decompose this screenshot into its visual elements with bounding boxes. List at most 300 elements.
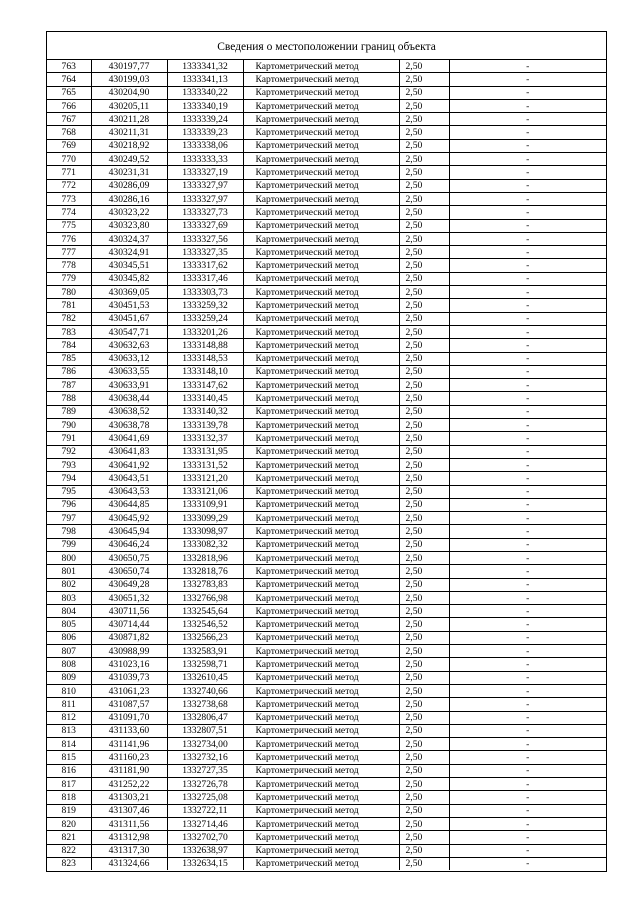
y-coordinate-cell: 1332714,46 [167,817,243,830]
x-coordinate-cell: 431141,96 [91,738,167,751]
accuracy-cell: 2,50 [399,60,449,73]
x-coordinate-cell: 431023,16 [91,658,167,671]
point-number-cell: 773 [47,192,91,205]
method-cell: Картометрический метод [243,166,399,179]
method-cell: Картометрический метод [243,232,399,245]
y-coordinate-cell: 1333339,24 [167,113,243,126]
table-row [47,711,606,724]
x-coordinate-cell: 430638,44 [91,392,167,405]
note-cell: - [449,113,606,126]
method-cell: Картометрический метод [243,671,399,684]
x-coordinate-cell: 430324,37 [91,232,167,245]
method-cell: Картометрический метод [243,578,399,591]
note-cell: - [449,605,606,618]
y-coordinate-cell: 1333201,26 [167,325,243,338]
table-row [47,60,606,73]
point-number-cell: 781 [47,299,91,312]
boundary-sheet [46,31,607,872]
accuracy-cell: 2,50 [399,817,449,830]
table-row [47,286,606,299]
method-cell: Картометрический метод [243,645,399,658]
note-cell: - [449,724,606,737]
x-coordinate-cell: 431181,90 [91,764,167,777]
table-row [47,206,606,219]
x-coordinate-cell: 431087,57 [91,698,167,711]
y-coordinate-cell: 1333140,32 [167,405,243,418]
x-coordinate-cell: 430323,22 [91,206,167,219]
table-row [47,166,606,179]
y-coordinate-cell: 1332806,47 [167,711,243,724]
table-row [47,113,606,126]
y-coordinate-cell: 1333132,37 [167,432,243,445]
y-coordinate-cell: 1333098,97 [167,525,243,538]
y-coordinate-cell: 1333338,06 [167,139,243,152]
point-number-cell: 804 [47,605,91,618]
point-number-cell: 779 [47,272,91,285]
x-coordinate-cell: 430633,12 [91,352,167,365]
accuracy-cell: 2,50 [399,738,449,751]
x-coordinate-cell: 430204,90 [91,86,167,99]
point-number-cell: 803 [47,591,91,604]
x-coordinate-cell: 430197,77 [91,60,167,73]
table-row [47,246,606,259]
accuracy-cell: 2,50 [399,392,449,405]
table-row [47,658,606,671]
note-cell: - [449,153,606,166]
point-number-cell: 799 [47,538,91,551]
note-cell: - [449,538,606,551]
method-cell: Картометрический метод [243,844,399,857]
x-coordinate-cell: 431303,21 [91,791,167,804]
method-cell: Картометрический метод [243,192,399,205]
y-coordinate-cell: 1333327,69 [167,219,243,232]
note-cell: - [449,299,606,312]
y-coordinate-cell: 1333148,88 [167,339,243,352]
point-number-cell: 805 [47,618,91,631]
x-coordinate-cell: 430632,63 [91,339,167,352]
note-cell: - [449,432,606,445]
y-coordinate-cell: 1332727,35 [167,764,243,777]
accuracy-cell: 2,50 [399,658,449,671]
method-cell: Картометрический метод [243,738,399,751]
table-row [47,525,606,538]
note-cell: - [449,379,606,392]
method-cell: Картометрический метод [243,325,399,338]
x-coordinate-cell: 430641,83 [91,445,167,458]
table-row [47,844,606,857]
accuracy-cell: 2,50 [399,458,449,471]
x-coordinate-cell: 430199,03 [91,73,167,86]
table-row [47,139,606,152]
note-cell: - [449,272,606,285]
accuracy-cell: 2,50 [399,751,449,764]
accuracy-cell: 2,50 [399,778,449,791]
method-cell: Картометрический метод [243,86,399,99]
note-cell: - [449,698,606,711]
accuracy-cell: 2,50 [399,219,449,232]
y-coordinate-cell: 1333121,20 [167,472,243,485]
note-cell: - [449,671,606,684]
y-coordinate-cell: 1333099,29 [167,512,243,525]
x-coordinate-cell: 430988,99 [91,645,167,658]
table-row [47,591,606,604]
point-number-cell: 776 [47,232,91,245]
table-row [47,751,606,764]
table-row [47,631,606,644]
x-coordinate-cell: 430633,91 [91,379,167,392]
accuracy-cell: 2,50 [399,631,449,644]
accuracy-cell: 2,50 [399,605,449,618]
point-number-cell: 775 [47,219,91,232]
method-cell: Картометрический метод [243,272,399,285]
accuracy-cell: 2,50 [399,99,449,112]
x-coordinate-cell: 431311,56 [91,817,167,830]
point-number-cell: 770 [47,153,91,166]
accuracy-cell: 2,50 [399,445,449,458]
method-cell: Картометрический метод [243,711,399,724]
method-cell: Картометрический метод [243,73,399,86]
table-row [47,605,606,618]
note-cell: - [449,339,606,352]
note-cell: - [449,751,606,764]
method-cell: Картометрический метод [243,153,399,166]
accuracy-cell: 2,50 [399,538,449,551]
x-coordinate-cell: 430323,80 [91,219,167,232]
note-cell: - [449,645,606,658]
y-coordinate-cell: 1333341,32 [167,60,243,73]
coordinates-rows [47,60,606,870]
accuracy-cell: 2,50 [399,791,449,804]
point-number-cell: 763 [47,60,91,73]
table-row [47,857,606,870]
table-row [47,698,606,711]
y-coordinate-cell: 1333327,56 [167,232,243,245]
y-coordinate-cell: 1333340,19 [167,99,243,112]
point-number-cell: 788 [47,392,91,405]
y-coordinate-cell: 1332545,64 [167,605,243,618]
y-coordinate-cell: 1332818,96 [167,551,243,564]
accuracy-cell: 2,50 [399,578,449,591]
table-row [47,325,606,338]
table-row [47,352,606,365]
table-row [47,724,606,737]
note-cell: - [449,392,606,405]
table-row [47,299,606,312]
note-cell: - [449,405,606,418]
point-number-cell: 822 [47,844,91,857]
accuracy-cell: 2,50 [399,86,449,99]
y-coordinate-cell: 1333131,95 [167,445,243,458]
table-row [47,472,606,485]
note-cell: - [449,591,606,604]
point-number-cell: 783 [47,325,91,338]
accuracy-cell: 2,50 [399,365,449,378]
table-row [47,618,606,631]
table-row [47,551,606,564]
accuracy-cell: 2,50 [399,339,449,352]
table-row [47,153,606,166]
y-coordinate-cell: 1332546,52 [167,618,243,631]
method-cell: Картометрический метод [243,179,399,192]
x-coordinate-cell: 430638,52 [91,405,167,418]
note-cell: - [449,791,606,804]
method-cell: Картометрический метод [243,352,399,365]
point-number-cell: 785 [47,352,91,365]
note-cell: - [449,857,606,870]
point-number-cell: 774 [47,206,91,219]
point-number-cell: 817 [47,778,91,791]
point-number-cell: 820 [47,817,91,830]
x-coordinate-cell: 430651,32 [91,591,167,604]
y-coordinate-cell: 1333327,73 [167,206,243,219]
note-cell: - [449,99,606,112]
method-cell: Картометрический метод [243,445,399,458]
point-number-cell: 792 [47,445,91,458]
note-cell: - [449,525,606,538]
accuracy-cell: 2,50 [399,192,449,205]
note-cell: - [449,126,606,139]
table-row [47,684,606,697]
note-cell: - [449,139,606,152]
x-coordinate-cell: 431307,46 [91,804,167,817]
table-row [47,578,606,591]
x-coordinate-cell: 430231,31 [91,166,167,179]
note-cell: - [449,631,606,644]
x-coordinate-cell: 430644,85 [91,498,167,511]
x-coordinate-cell: 431317,30 [91,844,167,857]
x-coordinate-cell: 431091,70 [91,711,167,724]
x-coordinate-cell: 431324,66 [91,857,167,870]
method-cell: Картометрический метод [243,246,399,259]
table-row [47,498,606,511]
point-number-cell: 769 [47,139,91,152]
y-coordinate-cell: 1332702,70 [167,831,243,844]
accuracy-cell: 2,50 [399,591,449,604]
note-cell: - [449,844,606,857]
point-number-cell: 791 [47,432,91,445]
point-number-cell: 778 [47,259,91,272]
point-number-cell: 789 [47,405,91,418]
note-cell: - [449,764,606,777]
y-coordinate-cell: 1333147,62 [167,379,243,392]
method-cell: Картометрический метод [243,206,399,219]
y-coordinate-cell: 1333341,13 [167,73,243,86]
note-cell: - [449,738,606,751]
method-cell: Картометрический метод [243,804,399,817]
note-cell: - [449,73,606,86]
accuracy-cell: 2,50 [399,272,449,285]
table-row [47,272,606,285]
point-number-cell: 790 [47,419,91,432]
note-cell: - [449,618,606,631]
table-row [47,804,606,817]
accuracy-cell: 2,50 [399,379,449,392]
method-cell: Картометрический метод [243,551,399,564]
x-coordinate-cell: 430646,24 [91,538,167,551]
table-row [47,379,606,392]
point-number-cell: 767 [47,113,91,126]
point-number-cell: 815 [47,751,91,764]
note-cell: - [449,365,606,378]
x-coordinate-cell: 430345,82 [91,272,167,285]
note-cell: - [449,578,606,591]
accuracy-cell: 2,50 [399,299,449,312]
y-coordinate-cell: 1333140,45 [167,392,243,405]
accuracy-cell: 2,50 [399,179,449,192]
accuracy-cell: 2,50 [399,565,449,578]
method-cell: Картометрический метод [243,113,399,126]
point-number-cell: 806 [47,631,91,644]
note-cell: - [449,684,606,697]
point-number-cell: 795 [47,485,91,498]
accuracy-cell: 2,50 [399,206,449,219]
point-number-cell: 768 [47,126,91,139]
accuracy-cell: 2,50 [399,432,449,445]
note-cell: - [449,458,606,471]
point-number-cell: 813 [47,724,91,737]
table-row [47,419,606,432]
note-cell: - [449,246,606,259]
y-coordinate-cell: 1333259,32 [167,299,243,312]
method-cell: Картометрический метод [243,405,399,418]
method-cell: Картометрический метод [243,139,399,152]
accuracy-cell: 2,50 [399,485,449,498]
table-row [47,738,606,751]
y-coordinate-cell: 1333333,33 [167,153,243,166]
accuracy-cell: 2,50 [399,512,449,525]
x-coordinate-cell: 430369,05 [91,286,167,299]
y-coordinate-cell: 1332734,00 [167,738,243,751]
accuracy-cell: 2,50 [399,525,449,538]
table-row [47,538,606,551]
point-number-cell: 802 [47,578,91,591]
y-coordinate-cell: 1333109,91 [167,498,243,511]
y-coordinate-cell: 1332634,15 [167,857,243,870]
x-coordinate-cell: 430218,92 [91,139,167,152]
note-cell: - [449,325,606,338]
table-row [47,791,606,804]
x-coordinate-cell: 430650,75 [91,551,167,564]
method-cell: Картометрический метод [243,339,399,352]
point-number-cell: 821 [47,831,91,844]
method-cell: Картометрический метод [243,525,399,538]
note-cell: - [449,179,606,192]
y-coordinate-cell: 1333148,53 [167,352,243,365]
method-cell: Картометрический метод [243,126,399,139]
accuracy-cell: 2,50 [399,724,449,737]
y-coordinate-cell: 1332722,11 [167,804,243,817]
point-number-cell: 810 [47,684,91,697]
y-coordinate-cell: 1333259,24 [167,312,243,325]
point-number-cell: 771 [47,166,91,179]
accuracy-cell: 2,50 [399,232,449,245]
table-row [47,192,606,205]
note-cell: - [449,166,606,179]
table-row [47,86,606,99]
note-cell: - [449,232,606,245]
table-row [47,512,606,525]
method-cell: Картометрический метод [243,392,399,405]
method-cell: Картометрический метод [243,684,399,697]
accuracy-cell: 2,50 [399,844,449,857]
accuracy-cell: 2,50 [399,711,449,724]
table-row [47,339,606,352]
method-cell: Картометрический метод [243,472,399,485]
y-coordinate-cell: 1333148,10 [167,365,243,378]
point-number-cell: 765 [47,86,91,99]
x-coordinate-cell: 430638,78 [91,419,167,432]
x-coordinate-cell: 431160,23 [91,751,167,764]
point-number-cell: 784 [47,339,91,352]
y-coordinate-cell: 1332732,16 [167,751,243,764]
x-coordinate-cell: 430547,71 [91,325,167,338]
x-coordinate-cell: 430645,94 [91,525,167,538]
point-number-cell: 816 [47,764,91,777]
x-coordinate-cell: 430643,51 [91,472,167,485]
method-cell: Картометрический метод [243,591,399,604]
note-cell: - [449,286,606,299]
point-number-cell: 786 [47,365,91,378]
accuracy-cell: 2,50 [399,804,449,817]
method-cell: Картометрический метод [243,379,399,392]
y-coordinate-cell: 1332818,76 [167,565,243,578]
point-number-cell: 787 [47,379,91,392]
y-coordinate-cell: 1332638,97 [167,844,243,857]
x-coordinate-cell: 430645,92 [91,512,167,525]
y-coordinate-cell: 1333317,62 [167,259,243,272]
method-cell: Картометрический метод [243,219,399,232]
point-number-cell: 777 [47,246,91,259]
x-coordinate-cell: 431312,98 [91,831,167,844]
accuracy-cell: 2,50 [399,671,449,684]
note-cell: - [449,259,606,272]
y-coordinate-cell: 1332740,66 [167,684,243,697]
accuracy-cell: 2,50 [399,472,449,485]
point-number-cell: 811 [47,698,91,711]
table-row [47,259,606,272]
accuracy-cell: 2,50 [399,153,449,166]
accuracy-cell: 2,50 [399,405,449,418]
x-coordinate-cell: 430714,44 [91,618,167,631]
method-cell: Картометрический метод [243,764,399,777]
method-cell: Картометрический метод [243,618,399,631]
note-cell: - [449,312,606,325]
method-cell: Картометрический метод [243,857,399,870]
accuracy-cell: 2,50 [399,498,449,511]
note-cell: - [449,565,606,578]
accuracy-cell: 2,50 [399,645,449,658]
x-coordinate-cell: 430650,74 [91,565,167,578]
method-cell: Картометрический метод [243,259,399,272]
accuracy-cell: 2,50 [399,166,449,179]
point-number-cell: 801 [47,565,91,578]
point-number-cell: 793 [47,458,91,471]
x-coordinate-cell: 430641,69 [91,432,167,445]
note-cell: - [449,804,606,817]
y-coordinate-cell: 1333339,23 [167,126,243,139]
y-coordinate-cell: 1332766,98 [167,591,243,604]
x-coordinate-cell: 430451,53 [91,299,167,312]
table-row [47,365,606,378]
accuracy-cell: 2,50 [399,684,449,697]
method-cell: Картометрический метод [243,458,399,471]
note-cell: - [449,472,606,485]
method-cell: Картометрический метод [243,365,399,378]
table-row [47,432,606,445]
point-number-cell: 800 [47,551,91,564]
table-row [47,817,606,830]
x-coordinate-cell: 430649,28 [91,578,167,591]
